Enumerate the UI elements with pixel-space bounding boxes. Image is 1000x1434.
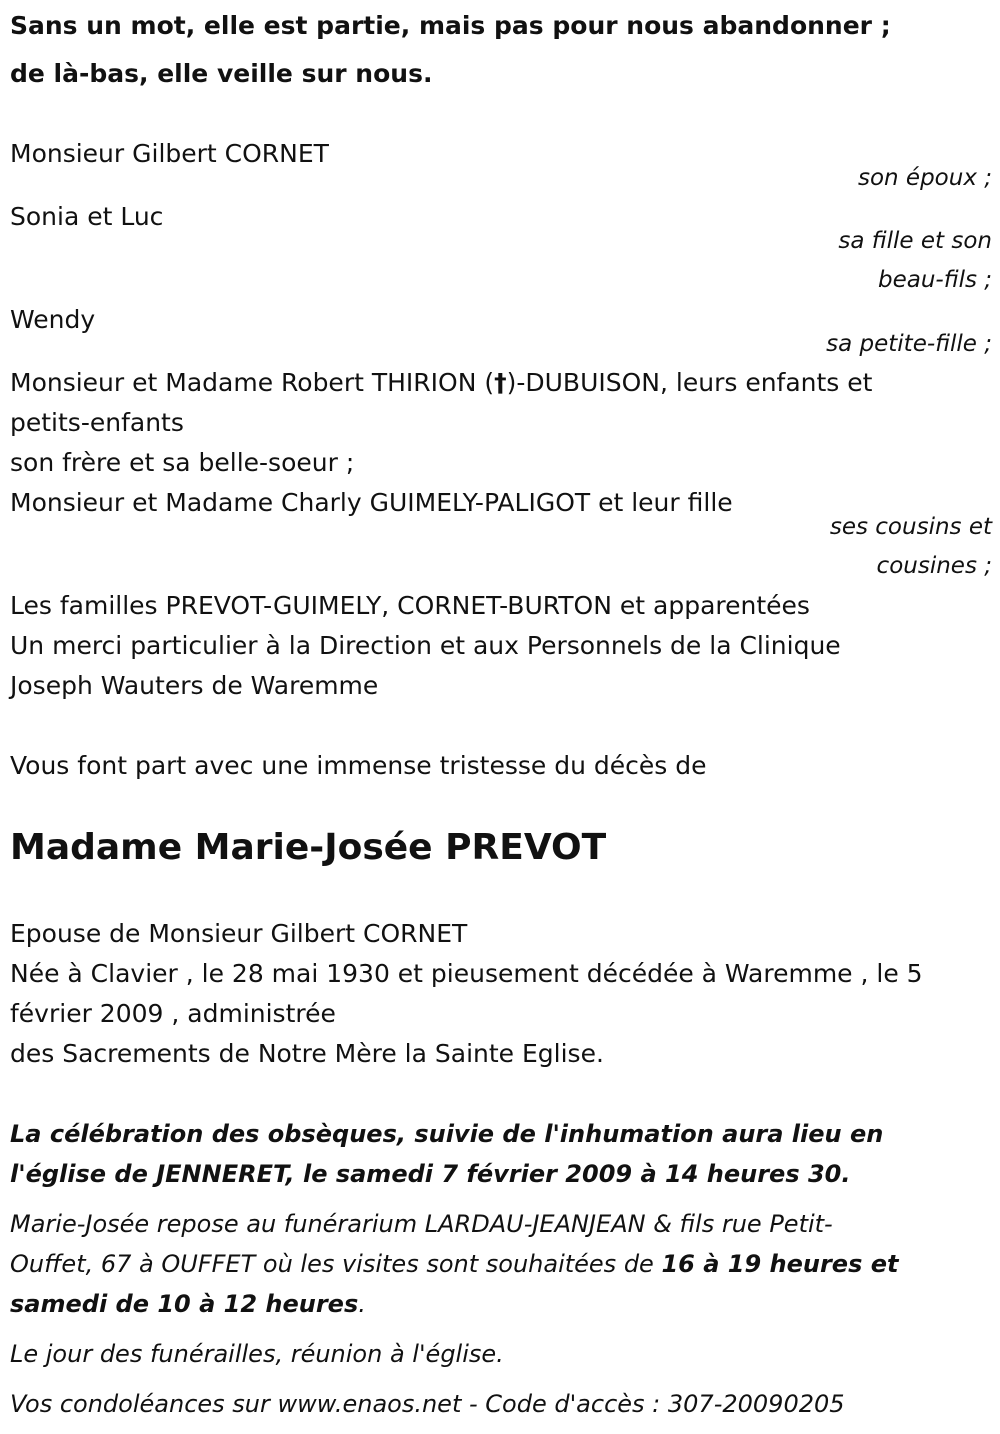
cousin-names: Monsieur et Madame Charly GUIMELY-PALIGOT et leur fille [10,488,733,517]
brother-name-part-a: Monsieur et Madame Robert THIRION ( [10,368,495,397]
rest-line-3 [10,1284,366,1324]
brother-relation: son frère et sa belle-soeur ; [10,448,355,477]
rest-line-1: Marie-Josée repose au funérarium LARDAU-JEANJEAN & fils rue Petit- [10,1210,833,1238]
daughter-relation-1: sa fille et son [838,228,992,254]
granddaughter-name: Wendy [10,305,96,334]
sacraments-line: des Sacrements de Notre Mère la Sainte Eglise. [10,1039,604,1068]
visiting-hours-saturday: samedi de 10 à 12 heures [10,1290,359,1318]
daughter-names: Sonia et Luc [10,202,164,231]
birth-line-2: février 2009 , administrée [10,999,336,1028]
spouse-line: Epouse de Monsieur Gilbert CORNET [10,919,468,948]
announcement-text: Vous font part avec une immense tristesse du décès de [10,751,707,780]
husband-relation: son époux ; [857,165,992,191]
ceremony-line-2: l'église de JENNERET, le samedi 7 février 2009 à 14 heures 30. [10,1160,851,1188]
daughter-relation-2: beau-fils ; [877,267,992,293]
cross-icon: † [494,368,507,397]
brother-names-continued: petits-enfants [10,408,184,437]
birth-line-1: Née à Clavier , le 28 mai 1930 et pieusement décédée à Waremme , le 5 [10,959,923,988]
thanks-line-2: Joseph Wauters de Waremme [10,671,379,700]
deceased-name-heading: Madame Marie-Josée PREVOT [10,827,607,868]
visiting-hours-weekday: 16 à 19 heures et [661,1250,899,1278]
rest-line-3-period: . [358,1290,366,1318]
rest-line-2 [10,1244,898,1284]
cousin-relation-1: ses cousins et [829,514,992,540]
rest-line-2-text: Ouffet, 67 à OUFFET où les visites sont souhaitées de [10,1250,662,1278]
granddaughter-relation: sa petite-fille ; [826,331,992,357]
quote-line-2: de là-bas, elle veille sur nous. [10,59,433,88]
condolences-line: Vos condoléances sur www.enaos.net - Code d'accès : 307-20090205 [10,1390,845,1418]
quote-line-1: Sans un mot, elle est partie, mais pas pour nous abandonner ; [10,11,891,40]
brother-name-part-b: )-DUBUISON, leurs enfants et [506,368,873,397]
husband-name: Monsieur Gilbert CORNET [10,139,329,168]
brother-names [10,363,872,403]
ceremony-line-1: La célébration des obsèques, suivie de l'inhumation aura lieu en [10,1120,884,1148]
cousin-relation-2: cousines ; [876,553,992,579]
thanks-line-1: Un merci particulier à la Direction et aux Personnels de la Clinique [10,631,841,660]
families-line: Les familles PREVOT-GUIMELY, CORNET-BURTON et apparentées [10,591,810,620]
meeting-line: Le jour des funérailles, réunion à l'église. [10,1340,504,1368]
